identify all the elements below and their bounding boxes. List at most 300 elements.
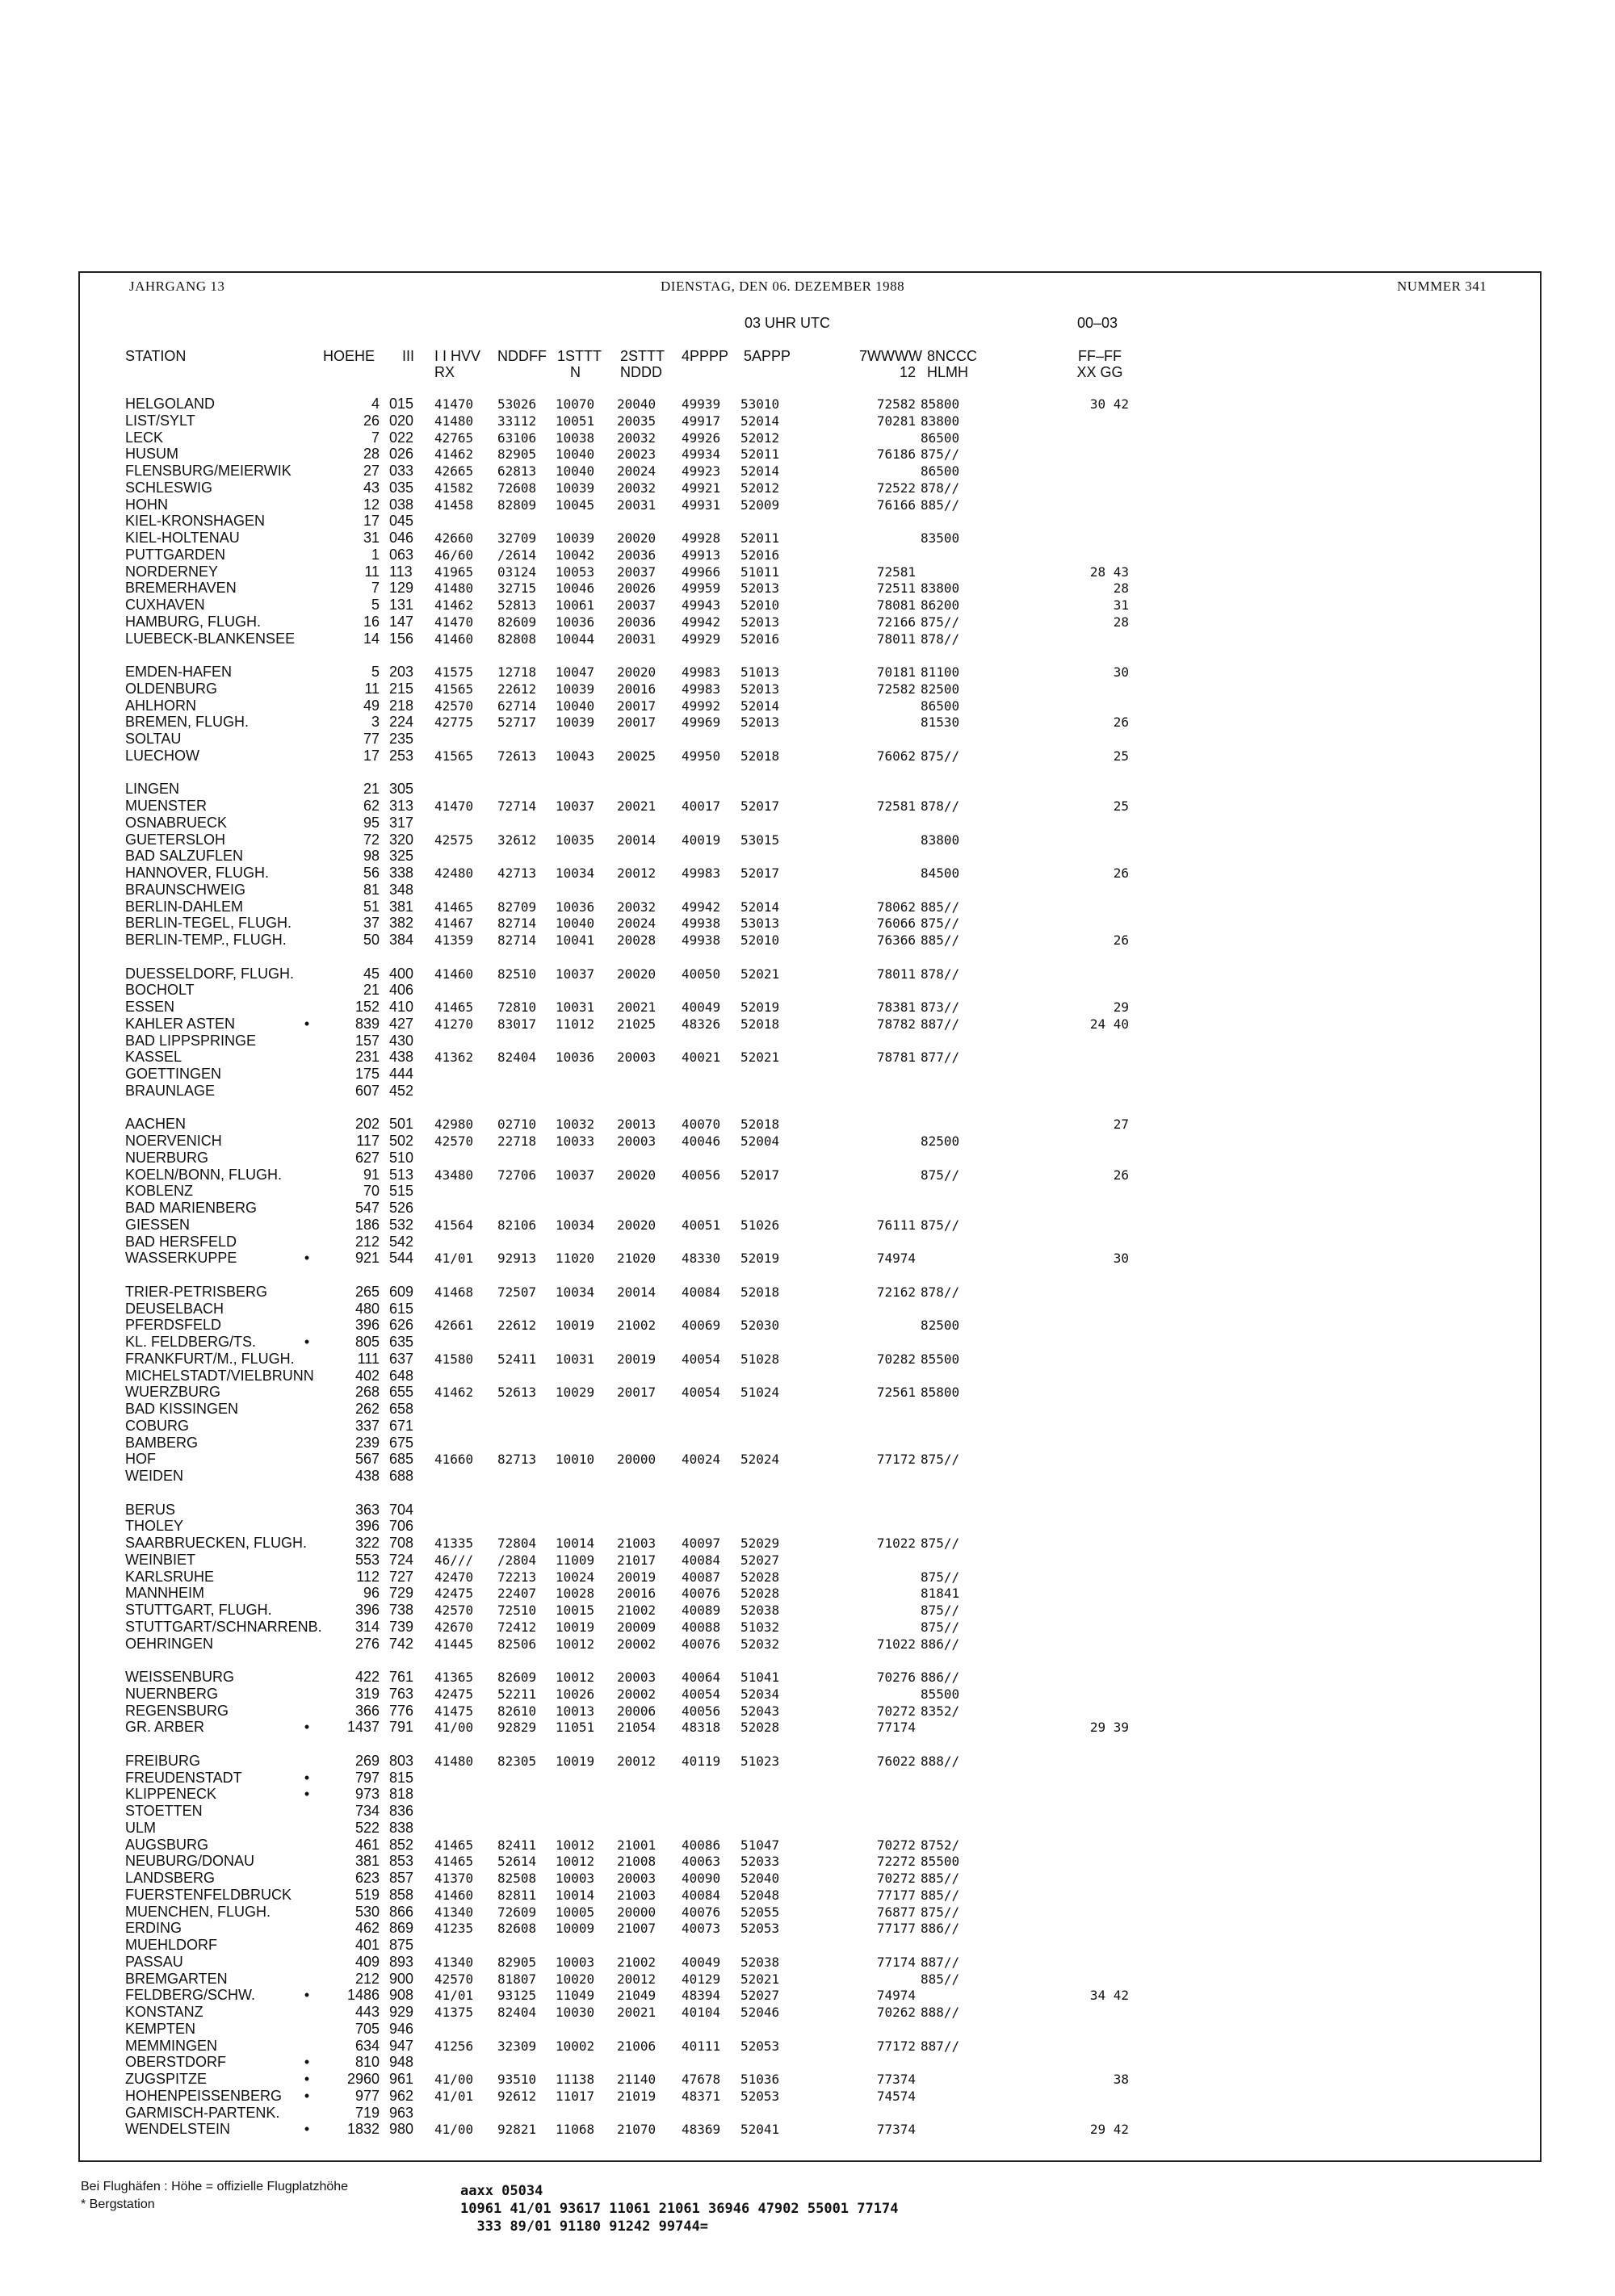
group-4pppp: 49983 [682, 664, 721, 680]
group-5appp: 52014 [740, 899, 780, 915]
group-5appp: 52024 [740, 1452, 780, 1468]
station-id: 218 [389, 697, 414, 714]
group-ff: 29 42 [1089, 2122, 1129, 2138]
group-4pppp: 49928 [682, 530, 721, 546]
group-5appp: 52046 [740, 2005, 780, 2020]
col-g3: 1STTT N [557, 348, 602, 380]
station-name: OBERSTDORF [125, 2054, 227, 2071]
station-height: 45 [363, 965, 380, 982]
group-nddff: 72412 [497, 1619, 537, 1635]
station-id: 253 [389, 747, 414, 764]
station-height: 265 [354, 1283, 380, 1300]
station-id: 033 [389, 463, 414, 479]
station-height: 438 [354, 1468, 380, 1484]
station-id: 129 [389, 580, 414, 597]
station-name: SOLTAU [125, 731, 182, 747]
group-8nccc: 878// [921, 966, 960, 982]
group-ihvv: 42470 [434, 1569, 474, 1585]
station-id: 532 [389, 1216, 414, 1233]
group-4pppp: 48369 [682, 2122, 721, 2138]
group-1sttt: 10033 [556, 1133, 595, 1149]
group-4pppp: 49983 [682, 865, 721, 881]
group-7wwww: 76111 [876, 1217, 916, 1233]
station-id: 836 [389, 1803, 414, 1819]
group-nddff: 82404 [497, 1050, 537, 1066]
group-1sttt: 10047 [556, 664, 595, 680]
station-height: 96 [363, 1585, 380, 1602]
group-ihvv: 42475 [434, 1586, 474, 1602]
group-nddff: 82811 [497, 1887, 537, 1903]
group-ihvv: 41256 [434, 2038, 474, 2054]
station-height: 16 [363, 613, 380, 630]
group-ihvv: 42661 [434, 1318, 474, 1334]
group-7wwww: 78081 [876, 597, 916, 613]
group-2sttt: 21001 [617, 1837, 656, 1853]
group-8nccc: 886// [921, 1636, 960, 1652]
group-5appp: 51013 [740, 664, 780, 680]
station-name: WEISSENBURG [125, 1669, 235, 1685]
group-8nccc: 82500 [921, 1133, 960, 1149]
station-name: HOF [125, 1451, 156, 1468]
station-id: 513 [389, 1166, 414, 1183]
station-name: LINGEN [125, 781, 180, 798]
station-height: 443 [354, 2004, 380, 2020]
group-7wwww: 71022 [876, 1636, 916, 1652]
station-name: BAD MARIENBERG [125, 1200, 258, 1216]
col-ff: FF–FF XX GG [1076, 348, 1123, 380]
station-name: BAD LIPPSPRINGE [125, 1032, 257, 1049]
footnote-mountain-station: * Bergstation [81, 2198, 155, 2211]
station-name: FREIBURG [125, 1752, 201, 1769]
station-id: 224 [389, 714, 414, 731]
station-name: GR. ARBER [125, 1719, 205, 1736]
station-id: 893 [389, 1953, 414, 1970]
station-name: STUTTGART, FLUGH. [125, 1602, 272, 1618]
station-id: 866 [389, 1903, 414, 1920]
station-id: 706 [389, 1518, 414, 1535]
group-ihvv: 42980 [434, 1117, 474, 1133]
group-8nccc: 885// [921, 932, 960, 948]
group-5appp: 51011 [740, 564, 780, 580]
station-id: 038 [389, 496, 414, 513]
group-4pppp: 40097 [682, 1536, 721, 1551]
group-8nccc: 875// [921, 1619, 960, 1635]
group-nddff: 62813 [497, 463, 537, 479]
group-ihvv: 41340 [434, 1954, 474, 1970]
group-5appp: 52021 [740, 1971, 780, 1987]
group-1sttt: 10009 [556, 1921, 595, 1937]
group-nddff: 82905 [497, 1954, 537, 1970]
group-4pppp: 48318 [682, 1720, 721, 1736]
group-8nccc: 885// [921, 1887, 960, 1903]
group-5appp: 52033 [740, 1854, 780, 1870]
group-ihvv: 43480 [434, 1167, 474, 1183]
group-nddff: 72613 [497, 748, 537, 764]
station-name: OEHRINGEN [125, 1635, 214, 1652]
group-5appp: 52030 [740, 1318, 780, 1334]
group-nddff: 82106 [497, 1217, 537, 1233]
group-ihvv: 42480 [434, 865, 474, 881]
group-ihvv: 42665 [434, 463, 474, 479]
group-2sttt: 21002 [617, 1603, 656, 1618]
group-2sttt: 20020 [617, 1217, 656, 1233]
group-8nccc: 83800 [921, 413, 960, 429]
group-1sttt: 10036 [556, 614, 595, 630]
group-5appp: 53015 [740, 832, 780, 848]
station-height: 186 [354, 1216, 380, 1233]
group-5appp: 51036 [740, 2072, 780, 2087]
group-nddff: 72213 [497, 1569, 537, 1585]
station-name: WEIDEN [125, 1468, 183, 1484]
station-name: PUTTGARDEN [125, 546, 226, 563]
group-8nccc: 86200 [921, 597, 960, 613]
group-5appp: 51047 [740, 1837, 780, 1853]
station-id: 406 [389, 982, 414, 999]
group-nddff: 52614 [497, 1854, 537, 1870]
station-height: 705 [354, 2020, 380, 2037]
group-ihvv: 41/01 [434, 2088, 474, 2104]
group-4pppp: 40129 [682, 1971, 721, 1987]
station-id: 658 [389, 1401, 414, 1417]
group-5appp: 52016 [740, 631, 780, 647]
group-7wwww: 76166 [876, 496, 916, 513]
group-7wwww: 72166 [876, 614, 916, 630]
group-8nccc: 8352/ [921, 1703, 960, 1719]
group-1sttt: 10024 [556, 1569, 595, 1585]
group-nddff: 82809 [497, 496, 537, 513]
mountain-marker: • [304, 1334, 310, 1350]
group-ihvv: 41564 [434, 1217, 474, 1233]
group-2sttt: 20019 [617, 1351, 656, 1367]
group-8nccc: 875// [921, 1217, 960, 1233]
station-id: 724 [389, 1551, 414, 1568]
group-ihvv: 42575 [434, 832, 474, 848]
group-8nccc: 875// [921, 748, 960, 764]
group-8nccc: 885// [921, 1971, 960, 1987]
station-height: 1832 [346, 2121, 380, 2138]
group-2sttt: 20020 [617, 966, 656, 982]
group-5appp: 52009 [740, 496, 780, 513]
group-5appp: 51026 [740, 1217, 780, 1233]
group-nddff: 82714 [497, 932, 537, 948]
group-2sttt: 20032 [617, 429, 656, 446]
station-id: 317 [389, 814, 414, 831]
station-height: 314 [354, 1618, 380, 1635]
group-7wwww: 78011 [876, 631, 916, 647]
station-id: 156 [389, 630, 414, 647]
group-7wwww: 70181 [876, 664, 916, 680]
station-name: LUEBECK-BLANKENSEE [125, 630, 296, 647]
station-id: 708 [389, 1535, 414, 1551]
group-2sttt: 20019 [617, 1569, 656, 1585]
group-ihvv: 41/01 [434, 1988, 474, 2004]
station-height: 2960 [346, 2071, 380, 2087]
group-4pppp: 40054 [682, 1351, 721, 1367]
group-5appp: 52011 [740, 446, 780, 463]
station-name: AHLHORN [125, 697, 197, 714]
station-id: 729 [389, 1585, 414, 1602]
station-name: GOETTINGEN [125, 1066, 222, 1082]
station-name: KOBLENZ [125, 1183, 194, 1200]
station-name: LUECHOW [125, 747, 200, 764]
station-height: 77 [363, 731, 380, 747]
group-7wwww: 74574 [876, 2088, 916, 2104]
station-name: NORDERNEY [125, 563, 219, 580]
group-ihvv: 41470 [434, 396, 474, 412]
station-id: 026 [389, 446, 414, 463]
group-1sttt: 10038 [556, 429, 595, 446]
group-7wwww: 77174 [876, 1720, 916, 1736]
station-name: AACHEN [125, 1116, 187, 1133]
group-nddff: 82508 [497, 1871, 537, 1886]
group-nddff: /2804 [497, 1552, 537, 1568]
station-id: 852 [389, 1836, 414, 1853]
group-2sttt: 20012 [617, 865, 656, 881]
group-7wwww: 76877 [876, 1904, 916, 1920]
station-id: 400 [389, 965, 414, 982]
mountain-marker: • [304, 2121, 310, 2138]
station-height: 17 [363, 513, 380, 530]
group-7wwww: 76186 [876, 446, 916, 463]
group-5appp: 51024 [740, 1385, 780, 1401]
group-nddff: 82714 [497, 915, 537, 932]
group-1sttt: 10010 [556, 1452, 595, 1468]
station-height: 175 [354, 1066, 380, 1082]
group-1sttt: 10037 [556, 966, 595, 982]
group-8nccc: 885// [921, 496, 960, 513]
group-8nccc: 85500 [921, 1686, 960, 1702]
group-1sttt: 10019 [556, 1753, 595, 1769]
group-7wwww: 77172 [876, 1452, 916, 1468]
group-2sttt: 20037 [617, 597, 656, 613]
station-name: KEMPTEN [125, 2020, 196, 2037]
group-8nccc: 875// [921, 1603, 960, 1618]
group-7wwww: 76366 [876, 932, 916, 948]
station-name: HOHENPEISSENBERG [125, 2087, 283, 2104]
group-1sttt: 10039 [556, 681, 595, 697]
station-height: 268 [354, 1384, 380, 1401]
group-nddff: 82510 [497, 966, 537, 982]
group-2sttt: 20002 [617, 1636, 656, 1652]
station-name: REGENSBURG [125, 1702, 229, 1719]
station-name: MUENSTER [125, 798, 208, 814]
group-8nccc: 878// [921, 480, 960, 496]
group-1sttt: 10012 [556, 1670, 595, 1685]
station-name: WEINBIET [125, 1551, 196, 1568]
group-4pppp: 40084 [682, 1552, 721, 1568]
group-2sttt: 20040 [617, 396, 656, 412]
group-4pppp: 40017 [682, 798, 721, 814]
group-ihvv: 41460 [434, 966, 474, 982]
station-id: 742 [389, 1635, 414, 1652]
group-nddff: 82609 [497, 1670, 537, 1685]
station-id: 452 [389, 1082, 414, 1099]
group-7wwww: 77172 [876, 2038, 916, 2054]
group-4pppp: 40090 [682, 1871, 721, 1886]
group-4pppp: 49983 [682, 681, 721, 697]
station-height: 157 [354, 1032, 380, 1049]
station-height: 623 [354, 1870, 380, 1886]
station-name: HOHN [125, 496, 168, 513]
group-2sttt: 20023 [617, 446, 656, 463]
station-height: 396 [354, 1602, 380, 1618]
group-ihvv: 41340 [434, 1904, 474, 1920]
group-5appp: 52017 [740, 798, 780, 814]
group-ihvv: 41462 [434, 597, 474, 613]
group-1sttt: 10012 [556, 1636, 595, 1652]
group-1sttt: 11138 [556, 2072, 595, 2087]
station-id: 381 [389, 898, 414, 915]
station-height: 14 [363, 630, 380, 647]
group-2sttt: 21017 [617, 1552, 656, 1568]
group-8nccc: 81841 [921, 1586, 960, 1602]
station-height: 95 [363, 814, 380, 831]
station-height: 634 [354, 2037, 380, 2054]
synop-code-line-2: 10961 41/01 93617 11061 21061 36946 47902 55001 77174 [460, 2201, 899, 2217]
group-4pppp: 40050 [682, 966, 721, 982]
group-7wwww: 72561 [876, 1385, 916, 1401]
group-5appp: 52010 [740, 932, 780, 948]
station-id: 688 [389, 1468, 414, 1484]
group-1sttt: 10029 [556, 1385, 595, 1401]
group-2sttt: 20020 [617, 1167, 656, 1183]
group-ihvv: 41/00 [434, 1720, 474, 1736]
group-4pppp: 49942 [682, 899, 721, 915]
station-id: 637 [389, 1350, 414, 1367]
station-name: MUENCHEN, FLUGH. [125, 1903, 271, 1920]
group-8nccc: 873// [921, 999, 960, 1015]
group-2sttt: 20020 [617, 664, 656, 680]
mountain-marker: • [304, 1786, 310, 1803]
station-name: BERLIN-DAHLEM [125, 898, 244, 915]
station-id: 961 [389, 2071, 414, 2087]
group-2sttt: 21006 [617, 2038, 656, 2054]
station-name: BREMERHAVEN [125, 580, 237, 597]
group-4pppp: 49938 [682, 932, 721, 948]
station-height: 51 [363, 898, 380, 915]
station-height: 519 [354, 1886, 380, 1903]
group-4pppp: 40088 [682, 1619, 721, 1635]
mountain-marker: • [304, 2054, 310, 2071]
station-height: 262 [354, 1401, 380, 1417]
group-7wwww: 70262 [876, 2005, 916, 2020]
col-g7: 7WWWW 12 [859, 348, 922, 380]
station-id: 022 [389, 429, 414, 446]
station-id: 615 [389, 1300, 414, 1317]
group-8nccc: 885// [921, 899, 960, 915]
station-name: FREUDENSTADT [125, 1769, 242, 1786]
station-id: 803 [389, 1752, 414, 1769]
group-5appp: 52014 [740, 463, 780, 479]
group-2sttt: 20003 [617, 1050, 656, 1066]
group-1sttt: 11012 [556, 1016, 595, 1032]
group-1sttt: 10013 [556, 1703, 595, 1719]
station-id: 020 [389, 412, 414, 429]
mountain-marker: • [304, 2087, 310, 2104]
group-8nccc: 84500 [921, 865, 960, 881]
station-height: 112 [356, 1568, 380, 1585]
group-7wwww: 77374 [876, 2122, 916, 2138]
group-2sttt: 21007 [617, 1921, 656, 1937]
station-id: 444 [389, 1066, 414, 1082]
station-height: 921 [354, 1250, 380, 1267]
group-2sttt: 21003 [617, 1887, 656, 1903]
station-id: 035 [389, 479, 414, 496]
station-height: 5 [371, 664, 380, 680]
group-2sttt: 20000 [617, 1452, 656, 1468]
station-height: 11 [364, 563, 380, 580]
station-name: STUTTGART/SCHNARRENB. [125, 1618, 322, 1635]
group-2sttt: 20021 [617, 2005, 656, 2020]
group-2sttt: 20002 [617, 1686, 656, 1702]
group-nddff: 72804 [497, 1536, 537, 1551]
station-name: THOLEY [125, 1518, 184, 1535]
group-1sttt: 10012 [556, 1854, 595, 1870]
group-ff: 30 42 [1089, 396, 1129, 412]
station-height: 4 [371, 396, 380, 412]
group-7wwww: 77174 [876, 1954, 916, 1970]
group-ihvv: 42475 [434, 1686, 474, 1702]
group-7wwww: 78381 [876, 999, 916, 1015]
group-4pppp: 49929 [682, 631, 721, 647]
group-nddff: 72706 [497, 1167, 537, 1183]
group-5appp: 52017 [740, 865, 780, 881]
group-5appp: 52013 [740, 614, 780, 630]
station-id: 215 [389, 680, 414, 697]
group-5appp: 52028 [740, 1586, 780, 1602]
group-ihvv: 41575 [434, 664, 474, 680]
group-nddff: 82608 [497, 1921, 537, 1937]
group-2sttt: 20003 [617, 1133, 656, 1149]
group-7wwww: 72511 [876, 580, 916, 597]
station-height: 5 [371, 597, 380, 613]
group-8nccc: 85800 [921, 396, 960, 412]
group-4pppp: 40073 [682, 1921, 721, 1937]
group-8nccc: 887// [921, 1016, 960, 1032]
station-name: BERLIN-TEGEL, FLUGH. [125, 915, 292, 932]
footnote-airport-height: Bei Flughäfen : Höhe = offizielle Flugplatzhöhe [81, 2180, 349, 2193]
group-2sttt: 21002 [617, 1954, 656, 1970]
group-8nccc: 875// [921, 1452, 960, 1468]
group-7wwww: 72162 [876, 1284, 916, 1300]
station-id: 815 [389, 1769, 414, 1786]
group-ff: 26 [1113, 1167, 1129, 1183]
group-ihvv: 41458 [434, 496, 474, 513]
group-8nccc: 875// [921, 1904, 960, 1920]
station-name: KASSEL [125, 1049, 182, 1066]
group-2sttt: 20000 [617, 1904, 656, 1920]
group-4pppp: 40086 [682, 1837, 721, 1853]
group-4pppp: 40019 [682, 832, 721, 848]
group-2sttt: 20036 [617, 614, 656, 630]
group-5appp: 52016 [740, 547, 780, 563]
station-name: TRIER-PETRISBERG [125, 1283, 268, 1300]
group-7wwww: 70276 [876, 1670, 916, 1685]
group-ihvv: 41235 [434, 1921, 474, 1937]
group-2sttt: 20012 [617, 1971, 656, 1987]
group-nddff: 92829 [497, 1720, 537, 1736]
group-1sttt: 10046 [556, 580, 595, 597]
station-id: 305 [389, 781, 414, 798]
group-ihvv: 42670 [434, 1619, 474, 1635]
group-ihvv: 41445 [434, 1636, 474, 1652]
station-height: 70 [363, 1183, 380, 1200]
station-id: 438 [389, 1049, 414, 1066]
group-ihvv: 41480 [434, 1753, 474, 1769]
group-4pppp: 40104 [682, 2005, 721, 2020]
station-id: 015 [389, 396, 414, 412]
wind-time-label: 00–03 [1077, 315, 1118, 331]
